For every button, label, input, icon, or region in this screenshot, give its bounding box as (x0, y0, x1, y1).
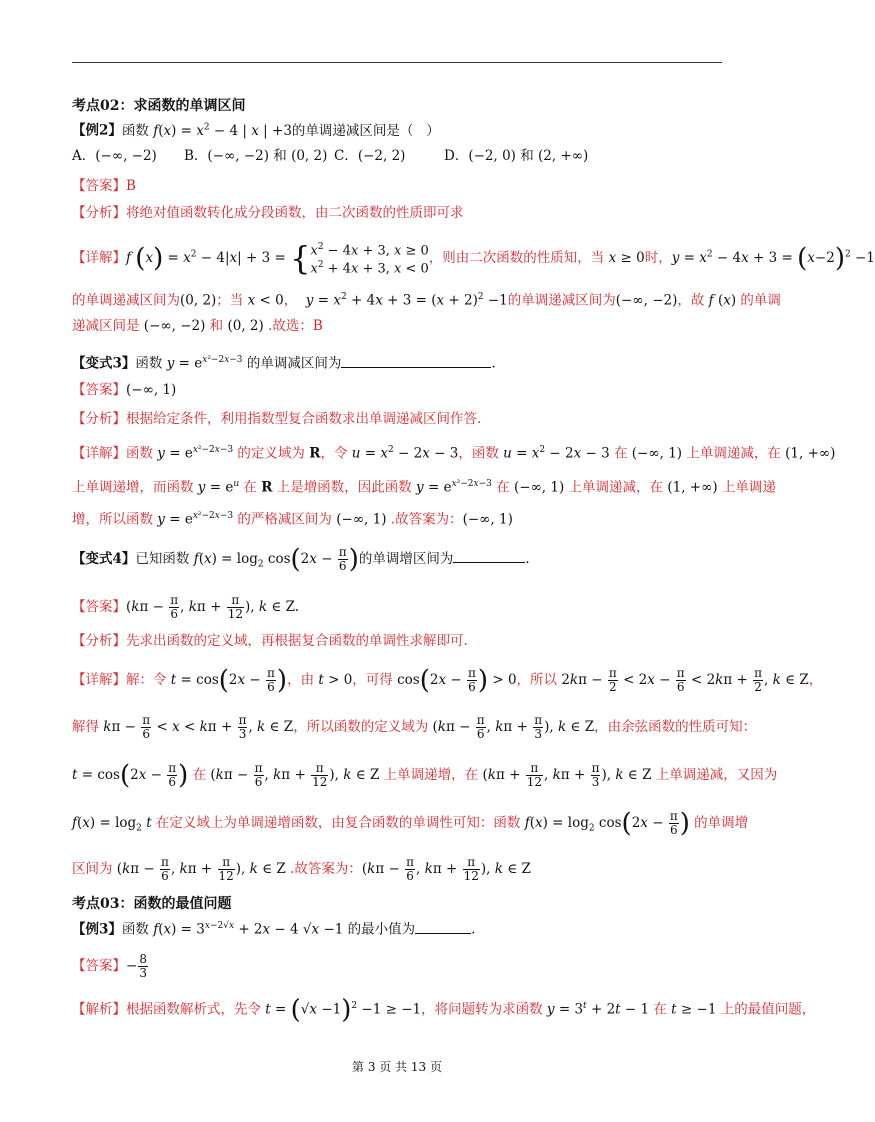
section-title: 考点03：函数的最值问题 (72, 896, 232, 912)
detail-line-3: 递减区间是 (−∞, −2) 和 (0, 2) .故选：B (72, 318, 323, 334)
detail-line-1: 【详解】f $(x) = x^2 - 4|x| + 3 = \{x^2 - 4x + 3$, x ≥ 0 $x^2 + 4x + 3$, x < 0，则由二次函数的性质知，当 x ≥ 0时，$y = x^2 - 4x + 3 = (x-2)^2 -1$ (72, 239, 875, 278)
analysis-line: 【分析】将绝对值函数转化成分段函数，由二次函数的性质即可求 (72, 205, 464, 221)
detail-tag: 【详解】 (72, 445, 126, 462)
question-tag: 【变式3】 (72, 355, 136, 372)
option-a[interactable]: A．(−∞, −2) (72, 148, 157, 164)
variant-4-detail-2: 解得 kπ − $\frac{\pi}{6}$ < x < kπ + $\frac{\pi}{3}$ , k ∈ Z，所以函数的定义域为 (kπ − $\frac{\pi}{6}$ , kπ + $\frac{\pi}{3}$ ), k ∈ Z，由余弦函数的性质可知： (72, 713, 757, 741)
question-tag: 【变式4】 (72, 551, 136, 567)
answer-blank[interactable] (341, 353, 491, 368)
answer-tag: 【答案】 (72, 958, 126, 974)
example-3-analysis: 【解析】根据函数解析式，先令 $t = (√x -1)^2 -1 \ge -1$，将问题转为求函数 $y = 3^t + 2t - 1$ 在 t ≥ −1 上的最值问题， (72, 995, 816, 1025)
answer-blank[interactable] (415, 919, 471, 934)
variant-4-question: 【变式4】已知函数 $f(x) = \log_2 \cos(2x$ − $\frac{\pi}{6}$ )的单调增区间为 . (72, 544, 530, 575)
variant-3-detail-1: 【详解】函数 $y = e^{x^2-2x-3}$ 的定义域为 R，令 $u = x^2 - 2x - 3$，函数 $u = x^2 - 2x - 3$ 在 (−∞, 1) 上单调递减，在 (1, +∞) (72, 445, 836, 462)
question-tag: 【例2】 (72, 122, 122, 139)
variant-3-question: 【变式3】函数 $y = e^{x^2-2x-3}$ 的单调减区间为 . (72, 350, 496, 374)
example-2-question (72, 117, 440, 141)
answer-value: (−∞, 1) (126, 382, 177, 398)
question-text: 函数 $f(x) = x^2 - 4$ | x | +3的单调递减区间是（ ） (121, 122, 440, 139)
option-b[interactable]: B．(−∞, −2) 和 (0, 2) (184, 148, 328, 164)
variant-3-analysis: 【分析】根据给定条件，利用指数型复合函数求出单调递减区间作答. (72, 411, 482, 427)
question-tag: 【例3】 (72, 921, 122, 938)
page-footer: 第 3 页 共 13 页 (352, 1060, 442, 1074)
detail-line-2: 的单调递减区间为(0, 2)；当 x < 0， $y = x^2 + 4x + 3 = (x + 2)^2 -1$的单调递减区间为(−∞, −2)，故 f (x) 的单调 (72, 292, 781, 309)
example-3-answer: 【答案】− $\frac{8}{3}$ (72, 952, 147, 980)
variant-3-detail-2: 上单调递增，而函数 $y = e^u$ 在 R 上是增函数，因此函数 $y = e^{x^2-2x-3}$ 在 (−∞, 1) 上单调递减，在 (1, +∞) 上单调递 (72, 479, 776, 496)
option-c[interactable]: C．(−2, 2) (334, 148, 406, 164)
variant-4-analysis: 【分析】先求出函数的定义域，再根据复合函数的单调性求解即可. (72, 633, 468, 649)
variant-3-detail-3: 增，所以函数 $y = e^{x^2-2x-3}$ 的严格减区间为 (−∞, 1) .故答案为：(−∞, 1) (72, 511, 513, 528)
answer-tag: 【答案】 (72, 599, 126, 615)
variant-4-detail-4: $f(x) = \log_2 t$ 在定义域上为单调递增函数，由复合函数的单调性可知：函数 $f(x) = \log_2 \cos(2x$ − $\frac{\pi}{6}$ ) 的单调增 (72, 808, 749, 839)
variant-4-detail-1: 【详解】解：令 t = cos(2x − $\frac{\pi}{6}$ )，由 t > 0，可得 cos(2x − $\frac{\pi}{6}$ ) > 0，所以 2kπ − $\frac{\pi}{2}$ < 2x − $\frac{\pi}{6}$ < 2kπ + $\frac{\pi}{2}$ , k ∈ Z， (72, 665, 823, 696)
answer-tag: 【答案】 (72, 382, 126, 398)
variant-4-detail-3: t = cos(2x − $\frac{\pi}{6}$ ) 在 (kπ − $\frac{\pi}{6}$ , kπ + $\frac{\pi}{12}$ ), k ∈ Z 上单调递增，在 (kπ + $\frac{\pi}{12}$ , kπ + $\frac{\pi}{3}$ ), k ∈ Z 上单调递减，又因为 (72, 760, 778, 791)
variant-4-answer: 【答案】(kπ − $\frac{\pi}{6}$ , kπ + $\frac{\pi}{12}$ ), k ∈ Z. (72, 593, 300, 621)
detail-tag: 【详解】 (72, 249, 126, 266)
detail-tag: 【详解】 (72, 672, 126, 688)
example-3-question: 【例3】函数 $f(x) = 3^{x-2√x} + 2x - 4$ √x −1 的最小值为 . (72, 916, 475, 940)
header-rule (72, 62, 722, 63)
analysis-tag: 【解析】 (72, 1001, 126, 1018)
answer-blank[interactable] (453, 548, 525, 563)
variant-3-answer (72, 380, 176, 400)
variant-4-detail-5: 区间为 (kπ − $\frac{\pi}{6}$ , kπ + $\frac{\pi}{12}$ ), k ∈ Z .故答案为：(kπ − $\frac{\pi}{6}$ , kπ + $\frac{\pi}{12}$ ), k ∈ Z (72, 855, 531, 883)
option-d[interactable]: D．(−2, 0) 和 (2, +∞) (444, 148, 589, 164)
answer-line: 【答案】B (72, 178, 136, 194)
section-title: 考点02：求函数的单调区间 (72, 98, 246, 114)
